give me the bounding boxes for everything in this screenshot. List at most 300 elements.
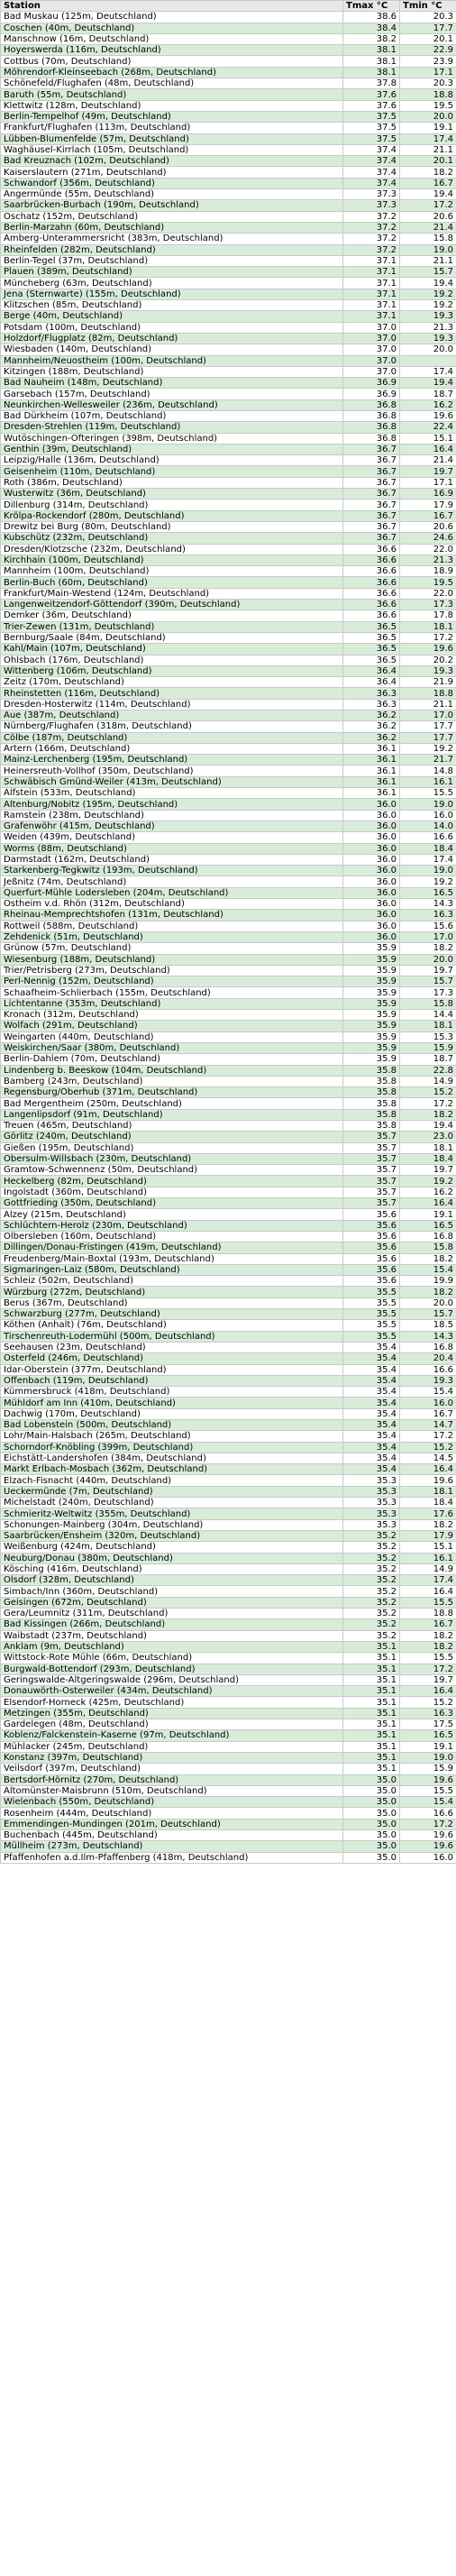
tmax-cell: 35.9 bbox=[343, 1054, 400, 1065]
tmax-cell: 36.7 bbox=[343, 489, 400, 500]
station-name-cell: Obersulm-Willsbach (230m, Deutschland) bbox=[1, 1153, 343, 1164]
tmax-cell: 37.1 bbox=[343, 311, 400, 322]
station-name-cell: Freudenberg/Main-Boxtal (193m, Deutschland) bbox=[1, 1253, 343, 1264]
tmax-cell: 37.4 bbox=[343, 178, 400, 188]
tmax-cell: 36.0 bbox=[343, 910, 400, 921]
station-name-cell: Artern (166m, Deutschland) bbox=[1, 743, 343, 754]
tmin-cell: 19.3 bbox=[400, 665, 456, 676]
table-row bbox=[1, 1209, 456, 1220]
tmin-cell: 21.1 bbox=[400, 699, 456, 710]
table-row bbox=[1, 1674, 456, 1685]
table-row bbox=[1, 489, 456, 500]
tmin-cell: 15.5 bbox=[400, 1653, 456, 1664]
tmin-cell: 15.2 bbox=[400, 1442, 456, 1453]
station-name-cell: Frankfurt/Main-Westend (124m, Deutschland) bbox=[1, 588, 343, 599]
table-row bbox=[1, 1320, 456, 1331]
tmin-cell: 16.4 bbox=[400, 1464, 456, 1475]
tmin-cell: 18.8 bbox=[400, 688, 456, 699]
tmin-cell: 19.4 bbox=[400, 378, 456, 389]
table-row bbox=[1, 1142, 456, 1153]
tmax-cell: 35.7 bbox=[343, 1176, 400, 1187]
station-name-cell: Veilsdorf (397m, Deutschland) bbox=[1, 1764, 343, 1774]
station-name-cell: Aue (387m, Deutschland) bbox=[1, 710, 343, 721]
tmin-cell: 16.3 bbox=[400, 1708, 456, 1719]
tmax-cell: 35.1 bbox=[343, 1741, 400, 1752]
station-name-cell: Hoyerswerda (116m, Deutschland) bbox=[1, 45, 343, 56]
tmin-cell: 16.8 bbox=[400, 1231, 456, 1242]
table-row bbox=[1, 1342, 456, 1352]
table-row bbox=[1, 189, 456, 200]
tmax-cell: 36.6 bbox=[343, 544, 400, 555]
tmax-cell: 35.8 bbox=[343, 1120, 400, 1131]
station-name-cell: Weißenburg (424m, Deutschland) bbox=[1, 1542, 343, 1553]
tmax-cell: 37.8 bbox=[343, 78, 400, 89]
tmax-cell: 36.3 bbox=[343, 688, 400, 699]
station-name-cell: Perl-Nennig (152m, Deutschland) bbox=[1, 976, 343, 987]
tmax-cell: 35.0 bbox=[343, 1829, 400, 1840]
station-name-cell: Gießen (195m, Deutschland) bbox=[1, 1142, 343, 1153]
table-row bbox=[1, 1431, 456, 1442]
table-row bbox=[1, 943, 456, 954]
tmax-cell: 35.3 bbox=[343, 1508, 400, 1519]
tmin-cell: 17.4 bbox=[400, 133, 456, 144]
station-name-cell: Kirchhain (100m, Deutschland) bbox=[1, 555, 343, 565]
station-name-cell: Bad Muskau (125m, Deutschland) bbox=[1, 12, 343, 23]
tmax-cell: 37.4 bbox=[343, 156, 400, 167]
tmin-cell: 20.0 bbox=[400, 344, 456, 355]
tmin-cell: 18.2 bbox=[400, 1287, 456, 1297]
station-name-cell: Bad Kissingen (266m, Deutschland) bbox=[1, 1619, 343, 1630]
table-row bbox=[1, 322, 456, 333]
station-name-cell: Olbersleben (160m, Deutschland) bbox=[1, 1231, 343, 1242]
station-name-cell: Schwäbisch Gmünd-Weiler (413m, Deutschland) bbox=[1, 776, 343, 787]
station-name-cell: Rheinau-Memprechtshofen (131m, Deutschland) bbox=[1, 910, 343, 921]
station-name-cell: Markt Erlbach-Mosbach (362m, Deutschland) bbox=[1, 1464, 343, 1475]
tmin-cell: 17.0 bbox=[400, 710, 456, 721]
tmin-cell: 16.4 bbox=[400, 1198, 456, 1209]
tmin-cell: 17.6 bbox=[400, 1508, 456, 1519]
station-name-cell: Bad Dürkheim (107m, Deutschland) bbox=[1, 410, 343, 421]
tmin-cell: 19.3 bbox=[400, 1375, 456, 1386]
tmax-cell: 36.0 bbox=[343, 843, 400, 854]
station-name-cell: Starkenberg-Tegkwitz (193m, Deutschland) bbox=[1, 866, 343, 876]
tmin-cell: 20.2 bbox=[400, 655, 456, 665]
table-row bbox=[1, 921, 456, 931]
tmin-cell: 19.6 bbox=[400, 1841, 456, 1852]
table-row bbox=[1, 1176, 456, 1187]
table-row bbox=[1, 1586, 456, 1597]
table-row bbox=[1, 1420, 456, 1431]
table-row bbox=[1, 1819, 456, 1829]
station-name-cell: Wiesbaden (140m, Deutschland) bbox=[1, 344, 343, 355]
tmax-cell: 35.3 bbox=[343, 1519, 400, 1530]
table-row bbox=[1, 23, 456, 33]
tmax-cell: 38.2 bbox=[343, 33, 400, 44]
table-row bbox=[1, 854, 456, 865]
table-row bbox=[1, 300, 456, 311]
tmax-cell: 35.0 bbox=[343, 1797, 400, 1808]
tmin-cell: 20.1 bbox=[400, 156, 456, 167]
table-row bbox=[1, 1087, 456, 1098]
tmin-cell: 16.1 bbox=[400, 1553, 456, 1563]
station-name-cell: Waibstadt (237m, Deutschland) bbox=[1, 1630, 343, 1641]
station-name-cell: Ohlsbach (176m, Deutschland) bbox=[1, 655, 343, 665]
table-row bbox=[1, 866, 456, 876]
table-row bbox=[1, 521, 456, 532]
table-row bbox=[1, 455, 456, 466]
station-name-cell: Rottweil (588m, Deutschland) bbox=[1, 921, 343, 931]
station-name-cell: Schwandorf (356m, Deutschland) bbox=[1, 178, 343, 188]
station-name-cell: Görlitz (240m, Deutschland) bbox=[1, 1132, 343, 1142]
tmin-cell: 18.2 bbox=[400, 1109, 456, 1120]
table-row bbox=[1, 45, 456, 56]
tmax-cell: 35.0 bbox=[343, 1819, 400, 1829]
column-header-tmax: Tmax °C bbox=[343, 1, 400, 12]
station-name-cell: Manschnow (16m, Deutschland) bbox=[1, 33, 343, 44]
table-row bbox=[1, 1498, 456, 1508]
table-row bbox=[1, 1309, 456, 1320]
station-name-cell: Heinersreuth-Vollhof (350m, Deutschland) bbox=[1, 765, 343, 776]
station-name-cell: Bernburg/Saale (84m, Deutschland) bbox=[1, 632, 343, 643]
table-row bbox=[1, 1508, 456, 1519]
table-row bbox=[1, 211, 456, 222]
station-name-cell: Buchenbach (445m, Deutschland) bbox=[1, 1829, 343, 1840]
tmax-cell: 37.3 bbox=[343, 200, 400, 211]
tmax-cell: 35.7 bbox=[343, 1165, 400, 1176]
station-name-cell: Roth (386m, Deutschland) bbox=[1, 477, 343, 488]
station-name-cell: Berlin-Buch (60m, Deutschland) bbox=[1, 577, 343, 588]
station-name-cell: Worms (88m, Deutschland) bbox=[1, 843, 343, 854]
tmax-cell: 37.6 bbox=[343, 100, 400, 111]
table-row bbox=[1, 200, 456, 211]
station-name-cell: Kaiserslautern (271m, Deutschland) bbox=[1, 167, 343, 178]
station-name-cell: Tirschenreuth-Lodermühl (500m, Deutschland) bbox=[1, 1331, 343, 1342]
table-row bbox=[1, 1220, 456, 1231]
table-row bbox=[1, 843, 456, 854]
tmax-cell: 36.0 bbox=[343, 810, 400, 820]
tmin-cell: 18.2 bbox=[400, 1519, 456, 1530]
station-name-cell: Klettwitz (128m, Deutschland) bbox=[1, 100, 343, 111]
tmax-cell: 36.8 bbox=[343, 433, 400, 444]
station-name-cell: Elsendorf-Horneck (425m, Deutschland) bbox=[1, 1697, 343, 1708]
table-row bbox=[1, 1641, 456, 1652]
table-row bbox=[1, 466, 456, 477]
table-row bbox=[1, 311, 456, 322]
tmin-cell: 20.6 bbox=[400, 521, 456, 532]
table-row bbox=[1, 1442, 456, 1453]
table-row bbox=[1, 610, 456, 621]
table-row bbox=[1, 278, 456, 289]
tmax-cell: 36.8 bbox=[343, 410, 400, 421]
table-row bbox=[1, 1331, 456, 1342]
tmax-cell: 35.4 bbox=[343, 1364, 400, 1375]
tmax-cell: 35.7 bbox=[343, 1187, 400, 1197]
station-name-cell: Würzburg (272m, Deutschland) bbox=[1, 1287, 343, 1297]
station-name-cell: Schwarzburg (277m, Deutschland) bbox=[1, 1309, 343, 1320]
tmin-cell: 14.5 bbox=[400, 1453, 456, 1463]
station-name-cell: Gottfrieding (350m, Deutschland) bbox=[1, 1198, 343, 1209]
table-row bbox=[1, 732, 456, 743]
tmax-cell: 35.7 bbox=[343, 1198, 400, 1209]
tmin-cell: 14.3 bbox=[400, 1331, 456, 1342]
tmin-cell: 15.4 bbox=[400, 1797, 456, 1808]
station-name-cell: Leipzig/Halle (136m, Deutschland) bbox=[1, 455, 343, 466]
station-name-cell: Dresden-Strehlen (119m, Deutschland) bbox=[1, 422, 343, 433]
tmax-cell: 35.3 bbox=[343, 1486, 400, 1497]
tmax-cell: 35.8 bbox=[343, 1109, 400, 1120]
station-name-cell: Bertsdorf-Hörnitz (270m, Deutschland) bbox=[1, 1774, 343, 1785]
table-row bbox=[1, 222, 456, 233]
station-name-cell: Schleiz (502m, Deutschland) bbox=[1, 1276, 343, 1287]
table-row bbox=[1, 1076, 456, 1086]
table-row bbox=[1, 1686, 456, 1697]
tmin-cell: 14.3 bbox=[400, 899, 456, 910]
table-row bbox=[1, 477, 456, 488]
station-name-cell: Neuburg/Donau (380m, Deutschland) bbox=[1, 1553, 343, 1563]
station-name-cell: Jena (Sternwarte) (155m, Deutschland) bbox=[1, 289, 343, 299]
tmax-cell: 35.3 bbox=[343, 1475, 400, 1486]
table-row bbox=[1, 699, 456, 710]
table-row bbox=[1, 1353, 456, 1364]
station-name-cell: Bad Lobenstein (500m, Deutschland) bbox=[1, 1420, 343, 1431]
tmin-cell: 18.2 bbox=[400, 943, 456, 954]
table-row bbox=[1, 1630, 456, 1641]
tmax-cell: 35.1 bbox=[343, 1719, 400, 1730]
tmin-cell: 19.6 bbox=[400, 1774, 456, 1785]
table-row bbox=[1, 378, 456, 389]
station-name-cell: Ueckermünde (7m, Deutschland) bbox=[1, 1486, 343, 1497]
tmin-cell: 21.3 bbox=[400, 555, 456, 565]
station-name-cell: Berus (367m, Deutschland) bbox=[1, 1297, 343, 1308]
tmax-cell: 35.4 bbox=[343, 1420, 400, 1431]
tmin-cell: 17.3 bbox=[400, 987, 456, 998]
tmin-cell: 18.4 bbox=[400, 1498, 456, 1508]
table-row bbox=[1, 111, 456, 122]
tmax-cell: 36.5 bbox=[343, 655, 400, 665]
tmax-cell: 36.7 bbox=[343, 455, 400, 466]
tmin-cell: 18.2 bbox=[400, 1253, 456, 1264]
station-name-cell: Trier/Petrisberg (273m, Deutschland) bbox=[1, 965, 343, 976]
tmin-cell: 14.0 bbox=[400, 820, 456, 831]
tmax-cell: 35.5 bbox=[343, 1320, 400, 1331]
tmax-cell: 35.4 bbox=[343, 1353, 400, 1364]
tmin-cell: 18.1 bbox=[400, 1486, 456, 1497]
tmin-cell: 19.4 bbox=[400, 278, 456, 289]
tmax-cell: 37.2 bbox=[343, 211, 400, 222]
station-name-cell: Schorndorf-Knöbling (399m, Deutschland) bbox=[1, 1442, 343, 1453]
tmax-cell: 35.4 bbox=[343, 1387, 400, 1398]
tmax-cell: 35.9 bbox=[343, 976, 400, 987]
tmax-cell: 37.3 bbox=[343, 189, 400, 200]
table-row bbox=[1, 1010, 456, 1021]
table-row bbox=[1, 410, 456, 421]
tmax-cell: 35.6 bbox=[343, 1220, 400, 1231]
station-name-cell: Darmstadt (162m, Deutschland) bbox=[1, 854, 343, 865]
table-row bbox=[1, 1575, 456, 1586]
table-row bbox=[1, 366, 456, 377]
column-header-tmin: Tmin °C bbox=[400, 1, 456, 12]
tmin-cell: 17.2 bbox=[400, 200, 456, 211]
tmax-cell: 35.5 bbox=[343, 1309, 400, 1320]
station-name-cell: Frankfurt/Flughafen (113m, Deutschland) bbox=[1, 123, 343, 133]
table-row bbox=[1, 621, 456, 632]
station-name-cell: Wutöschingen-Ofteringen (398m, Deutschland) bbox=[1, 433, 343, 444]
table-row bbox=[1, 510, 456, 521]
tmax-cell: 35.0 bbox=[343, 1774, 400, 1785]
tmax-cell: 35.1 bbox=[343, 1653, 400, 1664]
tmax-cell: 35.1 bbox=[343, 1752, 400, 1763]
tmin-cell: 16.6 bbox=[400, 1364, 456, 1375]
table-row bbox=[1, 810, 456, 820]
station-name-cell: Waghäusel-Kirrlach (105m, Deutschland) bbox=[1, 144, 343, 155]
tmin-cell: 17.9 bbox=[400, 500, 456, 510]
tmax-cell: 36.0 bbox=[343, 854, 400, 865]
table-row bbox=[1, 444, 456, 454]
tmin-cell: 19.6 bbox=[400, 410, 456, 421]
tmin-cell: 19.5 bbox=[400, 577, 456, 588]
tmin-cell: 19.7 bbox=[400, 466, 456, 477]
tmin-cell: 17.2 bbox=[400, 1431, 456, 1442]
table-row bbox=[1, 267, 456, 278]
table-row bbox=[1, 1609, 456, 1619]
station-name-cell: Alfstein (533m, Deutschland) bbox=[1, 788, 343, 799]
station-name-cell: Alzey (215m, Deutschland) bbox=[1, 1209, 343, 1220]
tmax-cell: 37.4 bbox=[343, 144, 400, 155]
tmax-cell: 36.0 bbox=[343, 799, 400, 810]
tmax-cell: 36.9 bbox=[343, 378, 400, 389]
tmax-cell: 37.0 bbox=[343, 355, 400, 366]
tmin-cell: 15.3 bbox=[400, 1031, 456, 1042]
tmin-cell: 19.4 bbox=[400, 189, 456, 200]
table-row bbox=[1, 1109, 456, 1120]
table-row bbox=[1, 1132, 456, 1142]
table-row bbox=[1, 1719, 456, 1730]
station-name-cell: Wittstock-Rote Mühle (66m, Deutschland) bbox=[1, 1653, 343, 1664]
tmin-cell: 23.9 bbox=[400, 56, 456, 67]
station-name-cell: Garsebach (157m, Deutschland) bbox=[1, 389, 343, 399]
station-name-cell: Gramtow-Schwennenz (50m, Deutschland) bbox=[1, 1165, 343, 1176]
tmax-cell: 36.4 bbox=[343, 677, 400, 688]
tmax-cell: 36.7 bbox=[343, 477, 400, 488]
tmin-cell: 22.0 bbox=[400, 588, 456, 599]
station-name-cell: Lübben-Blumenfelde (57m, Deutschland) bbox=[1, 133, 343, 144]
table-row bbox=[1, 1153, 456, 1164]
table-row bbox=[1, 500, 456, 510]
tmax-cell: 36.5 bbox=[343, 632, 400, 643]
tmax-cell: 35.5 bbox=[343, 1287, 400, 1297]
tmin-cell: 21.1 bbox=[400, 144, 456, 155]
tmin-cell: 17.2 bbox=[400, 1819, 456, 1829]
tmin-cell: 16.5 bbox=[400, 1730, 456, 1741]
tmin-cell: 18.4 bbox=[400, 843, 456, 854]
station-name-cell: Altomünster-Maisbrunn (510m, Deutschland) bbox=[1, 1785, 343, 1796]
table-row bbox=[1, 799, 456, 810]
table-row bbox=[1, 1553, 456, 1563]
tmax-cell: 35.8 bbox=[343, 1087, 400, 1098]
table-row bbox=[1, 1563, 456, 1574]
table-row bbox=[1, 1785, 456, 1796]
tmin-cell: 21.7 bbox=[400, 755, 456, 765]
tmin-cell: 20.6 bbox=[400, 211, 456, 222]
table-row bbox=[1, 910, 456, 921]
station-name-cell: Bad Mergentheim (250m, Deutschland) bbox=[1, 1098, 343, 1109]
tmax-cell: 36.9 bbox=[343, 389, 400, 399]
table-row bbox=[1, 677, 456, 688]
table-row bbox=[1, 289, 456, 299]
tmin-cell: 20.0 bbox=[400, 1297, 456, 1308]
tmin-cell: 18.8 bbox=[400, 1609, 456, 1619]
tmax-cell: 35.4 bbox=[343, 1398, 400, 1408]
tmax-cell: 35.2 bbox=[343, 1530, 400, 1541]
station-name-cell: Geringswalde-Altgeringswalde (296m, Deutschland) bbox=[1, 1674, 343, 1685]
tmax-cell: 35.2 bbox=[343, 1563, 400, 1574]
tmax-cell: 37.0 bbox=[343, 344, 400, 355]
station-name-cell: Offenbach (119m, Deutschland) bbox=[1, 1375, 343, 1386]
tmax-cell: 36.6 bbox=[343, 588, 400, 599]
station-name-cell: Kümmersbruck (418m, Deutschland) bbox=[1, 1387, 343, 1398]
table-row bbox=[1, 67, 456, 78]
table-row bbox=[1, 1764, 456, 1774]
tmax-cell: 36.6 bbox=[343, 566, 400, 577]
tmin-cell: 17.2 bbox=[400, 1664, 456, 1674]
station-name-cell: Kronach (312m, Deutschland) bbox=[1, 1010, 343, 1021]
table-row bbox=[1, 234, 456, 244]
station-name-cell: Lindenberg b. Beeskow (104m, Deutschland) bbox=[1, 1065, 343, 1076]
tmin-cell: 20.1 bbox=[400, 33, 456, 44]
tmin-cell: 16.1 bbox=[400, 776, 456, 787]
table-row bbox=[1, 399, 456, 410]
tmax-cell: 35.9 bbox=[343, 954, 400, 965]
tmax-cell: 35.5 bbox=[343, 1297, 400, 1308]
station-name-cell: Wiesenburg (188m, Deutschland) bbox=[1, 954, 343, 965]
station-name-cell: Pfaffenhofen a.d.Ilm-Pfaffenberg (418m, Deutschland) bbox=[1, 1852, 343, 1863]
tmax-cell: 35.1 bbox=[343, 1686, 400, 1697]
station-name-cell: Krölpa-Rockendorf (280m, Deutschland) bbox=[1, 510, 343, 521]
tmin-cell: 16.8 bbox=[400, 1342, 456, 1352]
tmax-cell: 35.4 bbox=[343, 1464, 400, 1475]
tmax-cell: 35.6 bbox=[343, 1231, 400, 1242]
tmax-cell: 36.7 bbox=[343, 466, 400, 477]
tmin-cell: 16.5 bbox=[400, 1220, 456, 1231]
station-name-cell: Zeitz (170m, Deutschland) bbox=[1, 677, 343, 688]
station-name-cell: Neunkirchen-Wellesweiler (236m, Deutschland) bbox=[1, 399, 343, 410]
station-name-cell: Möhrendorf-Kleinseebach (268m, Deutschland) bbox=[1, 67, 343, 78]
tmin-cell: 17.5 bbox=[400, 1719, 456, 1730]
tmin-cell: 19.7 bbox=[400, 965, 456, 976]
tmin-cell: 19.7 bbox=[400, 1165, 456, 1176]
tmax-cell: 38.1 bbox=[343, 45, 400, 56]
tmin-cell: 16.7 bbox=[400, 510, 456, 521]
table-row bbox=[1, 1187, 456, 1197]
tmin-cell: 15.7 bbox=[400, 976, 456, 987]
table-row bbox=[1, 832, 456, 843]
tmax-cell: 36.6 bbox=[343, 555, 400, 565]
tmin-cell: 19.7 bbox=[400, 1674, 456, 1685]
table-row bbox=[1, 887, 456, 898]
station-name-cell: Rheinfelden (282m, Deutschland) bbox=[1, 244, 343, 255]
table-row bbox=[1, 1752, 456, 1763]
tmin-cell: 17.7 bbox=[400, 23, 456, 33]
tmax-cell: 35.8 bbox=[343, 1098, 400, 1109]
station-name-cell: Sigmaringen-Laiz (580m, Deutschland) bbox=[1, 1264, 343, 1275]
tmin-cell: 16.6 bbox=[400, 1808, 456, 1819]
tmax-cell: 36.0 bbox=[343, 887, 400, 898]
tmin-cell: 20.0 bbox=[400, 111, 456, 122]
tmax-cell: 35.1 bbox=[343, 1641, 400, 1652]
station-name-cell: Emmendingen-Mundingen (201m, Deutschland) bbox=[1, 1819, 343, 1829]
table-row bbox=[1, 1486, 456, 1497]
station-name-cell: Geisingen (672m, Deutschland) bbox=[1, 1597, 343, 1608]
